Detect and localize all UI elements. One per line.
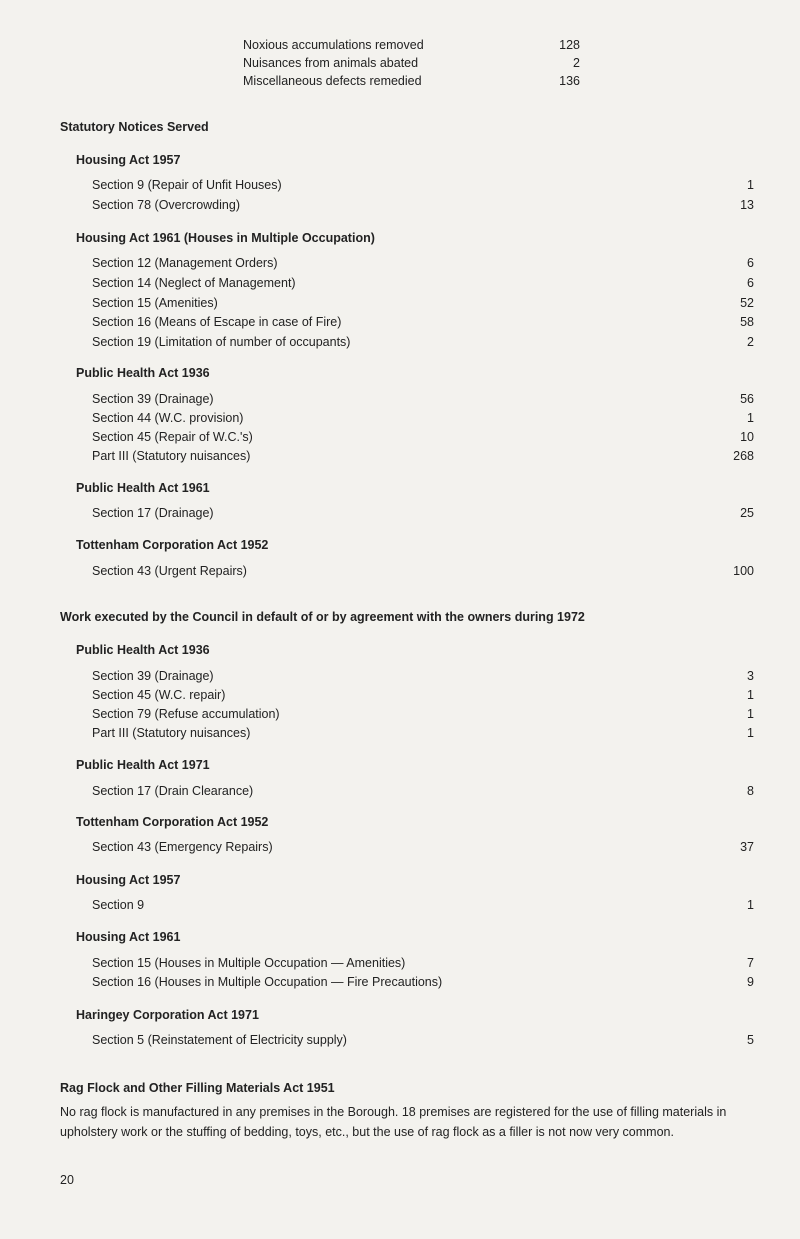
row-label: Section 44 (W.C. provision)	[92, 411, 244, 425]
act-heading: Housing Act 1957	[76, 153, 181, 167]
row-value: 268	[733, 449, 754, 463]
summary-value: 128	[559, 38, 580, 52]
summary-value: 136	[559, 74, 580, 88]
row-label: Section 9 (Repair of Unfit Houses)	[92, 178, 282, 192]
row-label: Section 45 (Repair of W.C.'s)	[92, 430, 253, 444]
row-label: Section 14 (Neglect of Management)	[92, 276, 296, 290]
section-heading-work: Work executed by the Council in default of or by agreement with the owners during 1972	[60, 610, 585, 624]
summary-label: Noxious accumulations removed	[243, 38, 424, 52]
row-label: Section 78 (Overcrowding)	[92, 198, 240, 212]
row-value: 7	[747, 956, 754, 970]
act-heading: Tottenham Corporation Act 1952	[76, 815, 269, 829]
row-label: Part III (Statutory nuisances)	[92, 726, 251, 740]
row-value: 56	[740, 392, 754, 406]
row-label: Section 43 (Emergency Repairs)	[92, 840, 273, 854]
act-heading: Housing Act 1961	[76, 930, 181, 944]
row-label: Section 16 (Means of Escape in case of Fire)	[92, 315, 342, 329]
row-label: Part III (Statutory nuisances)	[92, 449, 251, 463]
row-value: 1	[747, 178, 754, 192]
row-value: 100	[733, 564, 754, 578]
row-value: 13	[740, 198, 754, 212]
row-value: 52	[740, 296, 754, 310]
row-value: 1	[747, 411, 754, 425]
row-label: Section 15 (Amenities)	[92, 296, 218, 310]
section-heading-rag-flock: Rag Flock and Other Filling Materials Act 1951	[60, 1081, 335, 1095]
row-label: Section 43 (Urgent Repairs)	[92, 564, 247, 578]
rag-flock-paragraph: No rag flock is manufactured in any premises in the Borough. 18 premises are registered for the use of filling materials in upholstery work or the stuffing of bedding, toys, etc., but the use of rag flock as a filler is not now very common.	[60, 1105, 727, 1139]
row-label: Section 5 (Reinstatement of Electricity supply)	[92, 1033, 347, 1047]
act-heading: Public Health Act 1971	[76, 758, 210, 772]
act-heading: Public Health Act 1936	[76, 643, 210, 657]
row-value: 2	[747, 335, 754, 349]
row-label: Section 17 (Drain Clearance)	[92, 784, 254, 798]
row-value: 25	[740, 506, 754, 520]
row-label: Section 19 (Limitation of number of occupants)	[92, 335, 351, 349]
summary-value: 2	[573, 56, 580, 70]
row-value: 1	[747, 898, 754, 912]
row-value: 6	[747, 256, 754, 270]
row-label: Section 12 (Management Orders)	[92, 256, 278, 270]
row-label: Section 45 (W.C. repair)	[92, 688, 226, 702]
row-value: 5	[747, 1033, 754, 1047]
section-heading-statutory: Statutory Notices Served	[60, 120, 209, 134]
row-value: 3	[747, 669, 754, 683]
row-value: 37	[740, 840, 754, 854]
act-heading: Housing Act 1957	[76, 873, 181, 887]
row-label: Section 9	[92, 898, 145, 912]
act-heading: Housing Act 1961 (Houses in Multiple Occupation)	[76, 231, 375, 245]
row-label: Section 16 (Houses in Multiple Occupation — Fire Precautions)	[92, 975, 443, 989]
act-heading: Tottenham Corporation Act 1952	[76, 538, 269, 552]
row-value: 58	[740, 315, 754, 329]
row-label: Section 15 (Houses in Multiple Occupation — Amenities)	[92, 956, 406, 970]
row-value: 9	[747, 975, 754, 989]
row-value: 10	[740, 430, 754, 444]
row-value: 6	[747, 276, 754, 290]
act-heading: Public Health Act 1936	[76, 366, 210, 380]
act-heading: Public Health Act 1961	[76, 481, 210, 495]
summary-label: Miscellaneous defects remedied	[243, 74, 422, 88]
row-value: 1	[747, 688, 754, 702]
row-label: Section 39 (Drainage)	[92, 392, 214, 406]
row-label: Section 79 (Refuse accumulation)	[92, 707, 280, 721]
act-heading: Haringey Corporation Act 1971	[76, 1008, 259, 1022]
row-label: Section 39 (Drainage)	[92, 669, 214, 683]
page-number: 20	[60, 1173, 74, 1187]
row-value: 8	[747, 784, 754, 798]
row-value: 1	[747, 726, 754, 740]
row-value: 1	[747, 707, 754, 721]
row-label: Section 17 (Drainage)	[92, 506, 214, 520]
summary-label: Nuisances from animals abated	[243, 56, 419, 70]
